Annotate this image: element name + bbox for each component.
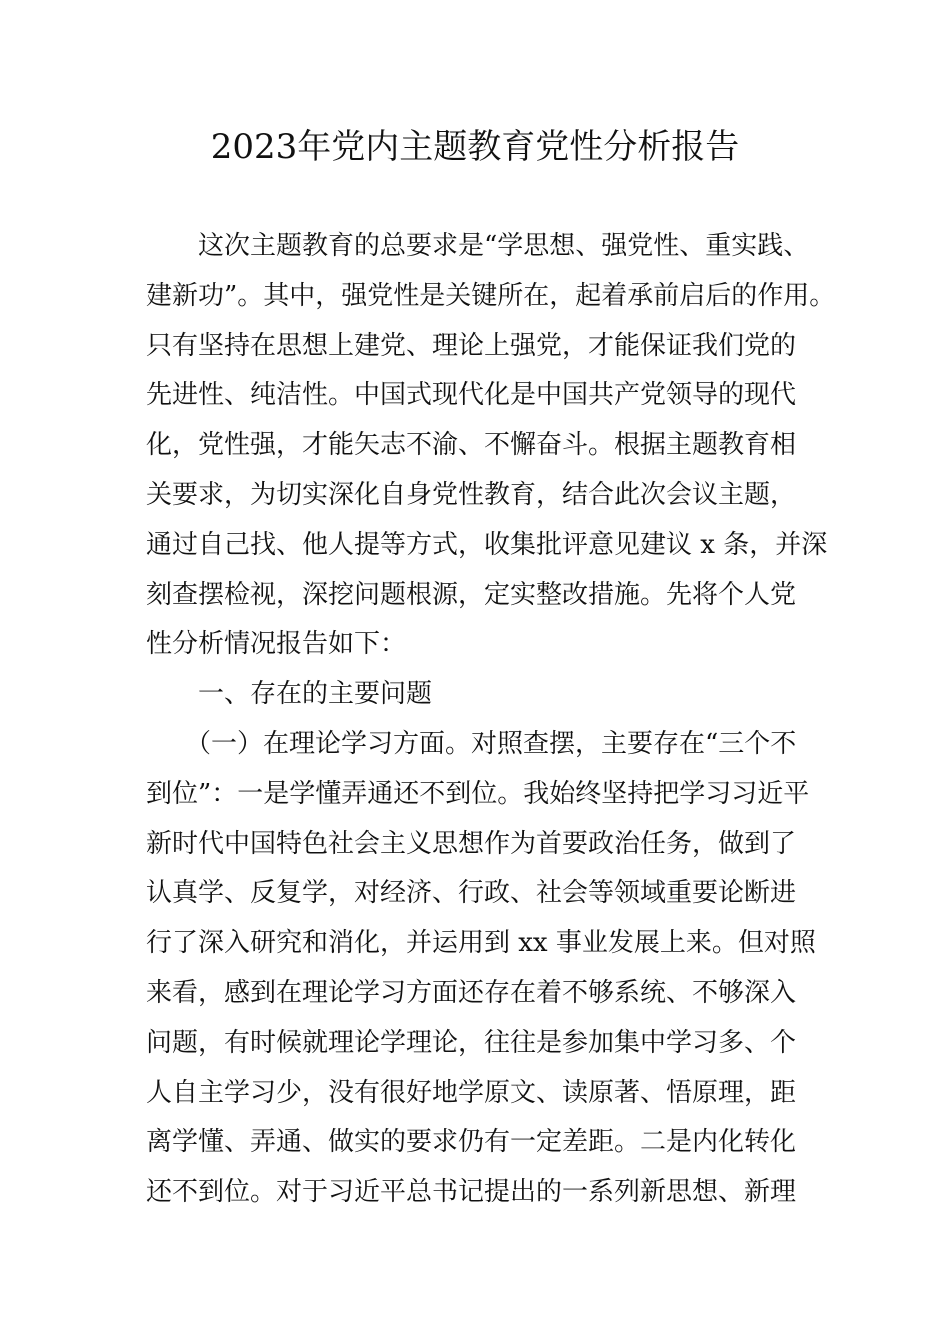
body-line: 关要求，为切实深化自身党性教育，结合此次会议主题， — [146, 479, 797, 510]
body-line: 问题，有时候就理论学理论，往往是参加集中学习多、个 — [146, 1027, 797, 1058]
section-heading: 一、存在的主要问题 — [146, 679, 433, 710]
body-line: 认真学、反复学，对经济、行政、社会等领域重要论断进 — [146, 878, 797, 909]
body-line: 行了深入研究和消化，并运用到 xx 事业发展上来。但对照 — [146, 928, 816, 959]
body-line: 性分析情况报告如下： — [146, 629, 407, 660]
body-line: 还不到位。对于习近平总书记提出的一系列新思想、新理 — [146, 1177, 797, 1208]
body-line: （一）在理论学习方面。对照查摆，主要存在“三个不 — [146, 728, 797, 759]
body-line: 先进性、纯洁性。中国式现代化是中国共产党领导的现代 — [146, 380, 797, 411]
body-line: 刻查摆检视，深挖问题根源，定实整改措施。先将个人党 — [146, 579, 797, 610]
document-title: 2023年党内主题教育党性分析报告 — [210, 127, 740, 167]
body-line: 这次主题教育的总要求是“学思想、强党性、重实践、 — [146, 231, 810, 261]
body-line: 到位”：一是学懂弄通还不到位。我始终坚持把学习习近平 — [146, 778, 810, 809]
body-line: 化，党性强，才能矢志不渝、不懈奋斗。根据主题教育相 — [146, 430, 797, 461]
body-line: 通过自己找、他人提等方式，收集批评意见建议 x 条，并深 — [146, 529, 828, 560]
document-body — [146, 222, 836, 1218]
body-line: 新时代中国特色社会主义思想作为首要政治任务，做到了 — [146, 828, 797, 859]
body-line: 来看，感到在理论学习方面还存在着不够系统、不够深入 — [146, 977, 797, 1008]
body-line: 建新功”。其中，强党性是关键所在，起着承前启后的作用。 — [146, 280, 836, 311]
body-line: 只有坚持在思想上建党、理论上强党，才能保证我们党的 — [146, 330, 797, 361]
body-line: 离学懂、弄通、做实的要求仍有一定差距。二是内化转化 — [146, 1127, 797, 1158]
body-line: 人自主学习少，没有很好地学原文、读原著、悟原理，距 — [146, 1077, 797, 1108]
